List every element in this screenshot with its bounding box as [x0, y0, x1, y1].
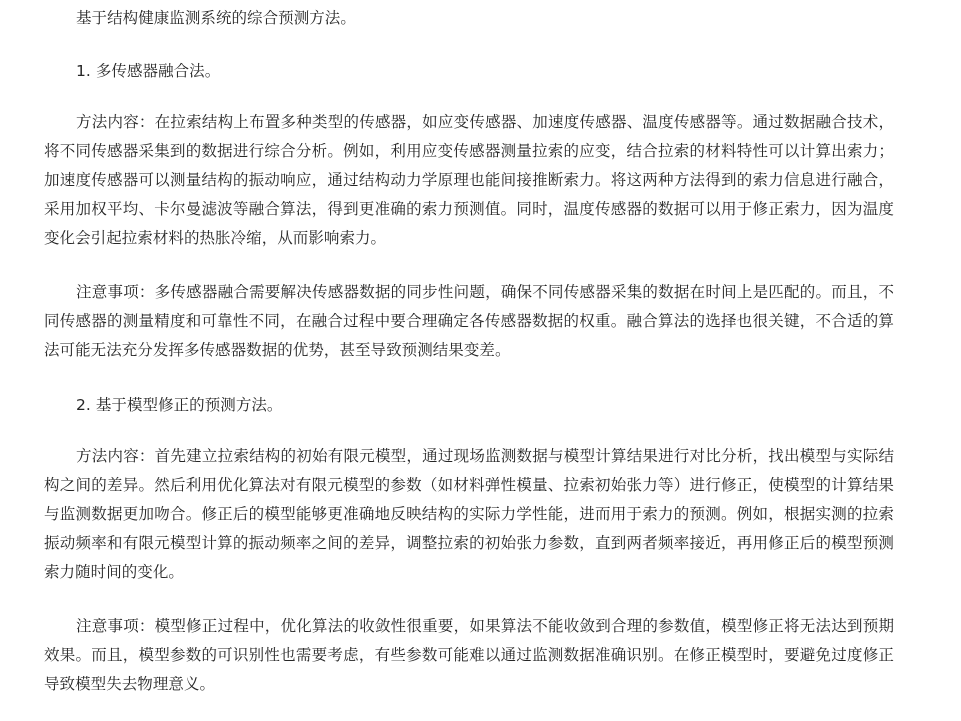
- section-2-notes-paragraph: 注意事项：模型修正过程中，优化算法的收敛性很重要，如果算法不能收敛到合理的参数值，模型修正将无法达到预期效果。而且，模型参数的可识别性也需要考虑，有些参数可能难以通过监测数据准确识别。在修正模型时，要避免过度修正导致模型失去物理意义。: [44, 617, 894, 693]
- section-1-heading: 1. 多传感器融合法。: [76, 62, 221, 80]
- section-2-method-paragraph: 方法内容：首先建立拉索结构的初始有限元模型，通过现场监测数据与模型计算结果进行对比分析，找出模型与实际结构之间的差异。然后利用优化算法对有限元模型的参数（如材料弹性模量、拉索初始张力等）进行修正，使模型的计算结果与监测数据更加吻合。修正后的模型能够更准确地反映结构的实际力学性能，进而用于索力的预测。例如，根据实测的拉索振动频率和有限元模型计算的振动频率之间的差异，调整拉索的初始张力参数，直到两者频率接近，再用修正后的模型预测索力随时间的变化。: [44, 447, 894, 581]
- section-2-heading: 2. 基于模型修正的预测方法。: [76, 396, 283, 414]
- section-1-notes-paragraph: 注意事项：多传感器融合需要解决传感器数据的同步性问题，确保不同传感器采集的数据在时间上是匹配的。而且，不同传感器的测量精度和可靠性不同，在融合过程中要合理确定各传感器数据的权重。融合算法的选择也很关键，不合适的算法可能无法充分发挥多传感器数据的优势，甚至导致预测结果变差。: [44, 283, 894, 359]
- section-1-method-paragraph: 方法内容：在拉索结构上布置多种类型的传感器，如应变传感器、加速度传感器、温度传感器等。通过数据融合技术，将不同传感器采集到的数据进行综合分析。例如，利用应变传感器测量拉索的应变，结合拉索的材料特性可以计算出索力；加速度传感器可以测量结构的振动响应，通过结构动力学原理也能间接推断索力。将这两种方法得到的索力信息进行融合，采用加权平均、卡尔曼滤波等融合算法，得到更准确的索力预测值。同时，温度传感器的数据可以用于修正索力，因为温度变化会引起拉索材料的热胀冷缩，从而影响索力。: [44, 113, 894, 247]
- intro-paragraph: 基于结构健康监测系统的综合预测方法。: [76, 9, 356, 27]
